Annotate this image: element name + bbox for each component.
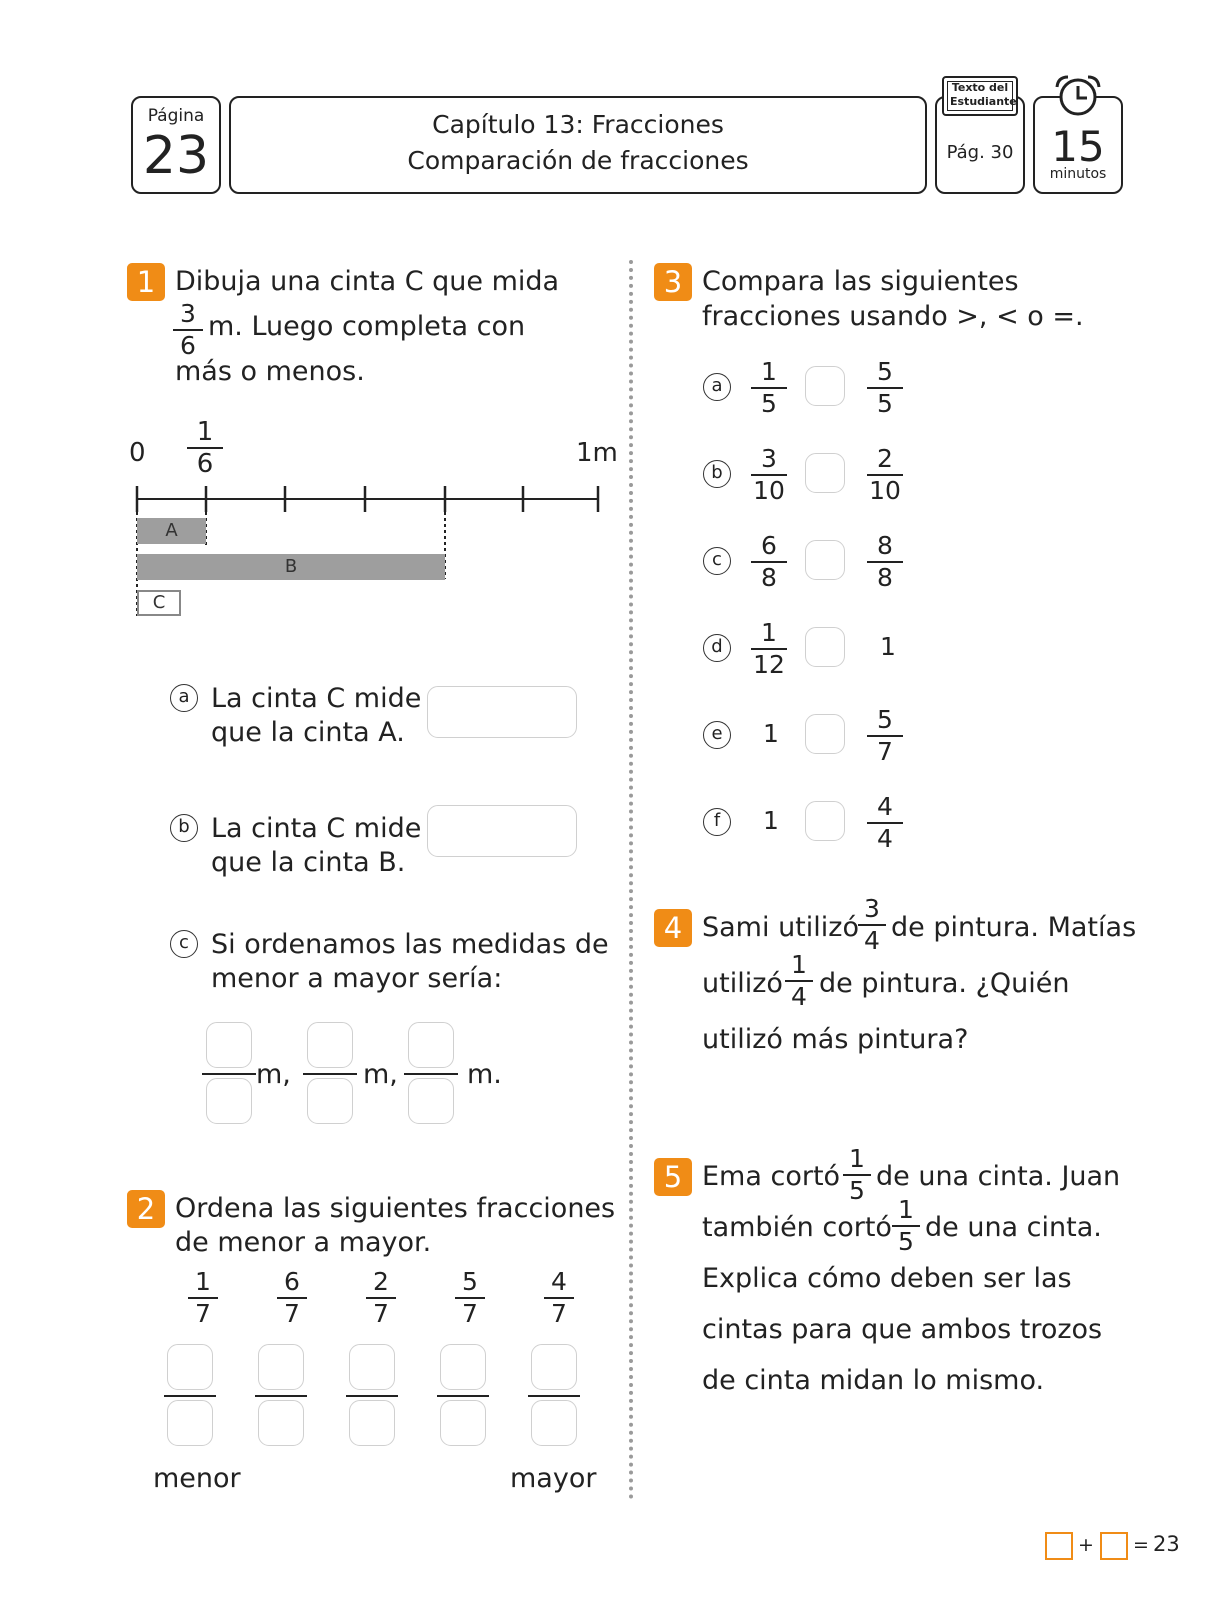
q2-min-label: menor: [153, 1463, 241, 1494]
footer-equals: =: [1133, 1534, 1149, 1556]
q3f-right: 4 4: [867, 793, 903, 853]
q3f-letter: f: [703, 808, 731, 836]
q3e-letter: e: [703, 721, 731, 749]
q3b-left: 3 10: [751, 445, 787, 505]
q4-text-part2: de pintura. Matías: [891, 912, 1137, 943]
question-4-number: 4: [654, 909, 692, 947]
q1c-num-box-1[interactable]: [206, 1022, 252, 1068]
column-divider: [629, 260, 633, 1500]
q1c-fraction-bar-1: [202, 1073, 256, 1075]
tape-c-label: C: [152, 592, 166, 613]
q1b-letter: b: [170, 814, 198, 842]
q1c-den-box-1[interactable]: [206, 1078, 252, 1124]
q1b-answer-box[interactable]: [427, 805, 577, 857]
textbook-label: Texto del Estudiante: [950, 81, 1017, 108]
book-icon: [942, 76, 1018, 116]
q2-fraction-3: 2 7: [366, 1268, 396, 1328]
footer-box-1[interactable]: [1045, 1532, 1073, 1560]
page-number-box: [131, 96, 221, 194]
q5-text-part3: también cortó: [702, 1212, 892, 1243]
q2-den-box-4[interactable]: [440, 1400, 486, 1446]
q3a-compare-box[interactable]: [805, 366, 845, 406]
q2-num-box-5[interactable]: [531, 1344, 577, 1390]
q1a-line1: La cinta C mide: [211, 683, 422, 714]
q2-bar-3: [346, 1395, 398, 1397]
page-number: 23: [142, 126, 210, 186]
q3b-compare-box[interactable]: [805, 453, 845, 493]
q2-text-line2: de menor a mayor.: [175, 1227, 432, 1258]
q2-bar-2: [255, 1395, 307, 1397]
ruler-end-label: 1m: [576, 438, 618, 468]
question-1-number: 1: [127, 263, 165, 301]
time-unit: minutos: [1049, 166, 1107, 182]
q1c-num-box-2[interactable]: [307, 1022, 353, 1068]
q5-text-part1: Ema cortó: [702, 1161, 841, 1192]
q2-fraction-1: 1 7: [188, 1268, 218, 1328]
q3-text-line2: fracciones usando >, < o =.: [702, 301, 1084, 332]
footer-plus: +: [1078, 1534, 1094, 1556]
q2-num-box-1[interactable]: [167, 1344, 213, 1390]
textbook-page: Pág. 30: [946, 142, 1014, 163]
q4-text-part5: utilizó más pintura?: [702, 1024, 969, 1055]
q2-num-box-3[interactable]: [349, 1344, 395, 1390]
q3e-left: 1: [763, 719, 779, 748]
q3d-compare-box[interactable]: [805, 627, 845, 667]
q2-den-box-3[interactable]: [349, 1400, 395, 1446]
question-2-number: 2: [127, 1190, 165, 1228]
q3f-compare-box[interactable]: [805, 801, 845, 841]
question-3-number: 3: [654, 263, 692, 301]
q1a-letter: a: [170, 684, 198, 712]
q2-bar-5: [528, 1395, 580, 1397]
q5-text-line5: de cinta midan lo mismo.: [702, 1365, 1045, 1396]
q1c-den-box-2[interactable]: [307, 1078, 353, 1124]
q3d-left: 1 12: [751, 619, 787, 679]
q3e-compare-box[interactable]: [805, 714, 845, 754]
q1c-fraction-bar-2: [303, 1073, 357, 1075]
q1c-letter: c: [170, 930, 198, 958]
q2-fraction-4: 5 7: [455, 1268, 485, 1328]
q3c-compare-box[interactable]: [805, 540, 845, 580]
q1b-line2: que la cinta B.: [211, 847, 406, 878]
q5-text-line4: cintas para que ambos trozos: [702, 1314, 1103, 1345]
q2-num-box-4[interactable]: [440, 1344, 486, 1390]
q1-text-line2: m. Luego completa con: [208, 311, 526, 342]
footer-total: 23: [1153, 1532, 1180, 1556]
q4-text-part4: de pintura. ¿Quién: [819, 968, 1070, 999]
tape-b-label: B: [284, 556, 298, 577]
q3b-right: 2 10: [867, 445, 903, 505]
q1-text-line3: más o menos.: [175, 356, 365, 387]
q1c-line2: menor a mayor sería:: [211, 963, 503, 994]
q1c-den-box-3[interactable]: [408, 1078, 454, 1124]
q5-fraction-1: 1 5: [843, 1145, 871, 1205]
q1b-line1: La cinta C mide: [211, 813, 422, 844]
q3c-letter: c: [703, 547, 731, 575]
page-label: Página: [147, 106, 205, 126]
chapter-title: Capítulo 13: Fracciones: [432, 110, 724, 139]
q3f-left: 1: [763, 806, 779, 835]
q1-text-line1: Dibuja una cinta C que mida: [175, 266, 560, 297]
q2-fraction-2: 6 7: [277, 1268, 307, 1328]
q4-fraction-1: 3 4: [858, 895, 886, 955]
q1c-unit-3: m.: [467, 1059, 502, 1090]
q1a-answer-box[interactable]: [427, 686, 577, 738]
q5-text-line3: Explica cómo deben ser las: [702, 1263, 1072, 1294]
alarm-clock-icon: [1052, 74, 1104, 120]
q3b-letter: b: [703, 460, 731, 488]
q2-fraction-5: 4 7: [544, 1268, 574, 1328]
q3e-right: 5 7: [867, 706, 903, 766]
q4-text-part3: utilizó: [702, 968, 783, 999]
q2-den-box-2[interactable]: [258, 1400, 304, 1446]
q2-text-line1: Ordena las siguientes fracciones: [175, 1193, 616, 1224]
q4-text-part1: Sami utilizó: [702, 912, 859, 943]
q2-den-box-1[interactable]: [167, 1400, 213, 1446]
q1c-unit-2: m,: [363, 1059, 398, 1090]
q3a-right: 5 5: [867, 358, 903, 418]
q1c-num-box-3[interactable]: [408, 1022, 454, 1068]
q3a-letter: a: [703, 373, 731, 401]
q1c-fraction-bar-3: [404, 1073, 458, 1075]
tape-a-label: A: [165, 520, 178, 541]
ruler-zero-label: 0: [129, 438, 146, 468]
chapter-title-box: [229, 96, 927, 194]
q5-text-part2: de una cinta. Juan: [876, 1161, 1121, 1192]
q3c-right: 8 8: [867, 532, 903, 592]
q2-bar-1: [164, 1395, 216, 1397]
q3-text-line1: Compara las siguientes: [702, 266, 1019, 297]
q2-num-box-2[interactable]: [258, 1344, 304, 1390]
ruler-sixth-label: 1 6: [187, 418, 223, 478]
q1c-line1: Si ordenamos las medidas de: [211, 929, 609, 960]
lesson-title: Comparación de fracciones: [407, 146, 749, 175]
q1a-line2: que la cinta A.: [211, 717, 405, 748]
q1c-unit-1: m,: [256, 1059, 291, 1090]
ruler-line: [130, 474, 605, 624]
q3d-right: 1: [880, 632, 896, 661]
q1-fraction: 3 6: [173, 300, 203, 360]
q3c-left: 6 8: [751, 532, 787, 592]
q5-text-part4: de una cinta.: [925, 1212, 1102, 1243]
q2-max-label: mayor: [510, 1463, 597, 1494]
time-value: 15: [1051, 122, 1105, 171]
q2-den-box-5[interactable]: [531, 1400, 577, 1446]
q3a-left: 1 5: [751, 358, 787, 418]
q5-fraction-2: 1 5: [892, 1196, 920, 1256]
q4-fraction-2: 1 4: [785, 951, 813, 1011]
q2-bar-4: [437, 1395, 489, 1397]
q3d-letter: d: [703, 634, 731, 662]
question-5-number: 5: [654, 1158, 692, 1196]
footer-box-2[interactable]: [1100, 1532, 1128, 1560]
